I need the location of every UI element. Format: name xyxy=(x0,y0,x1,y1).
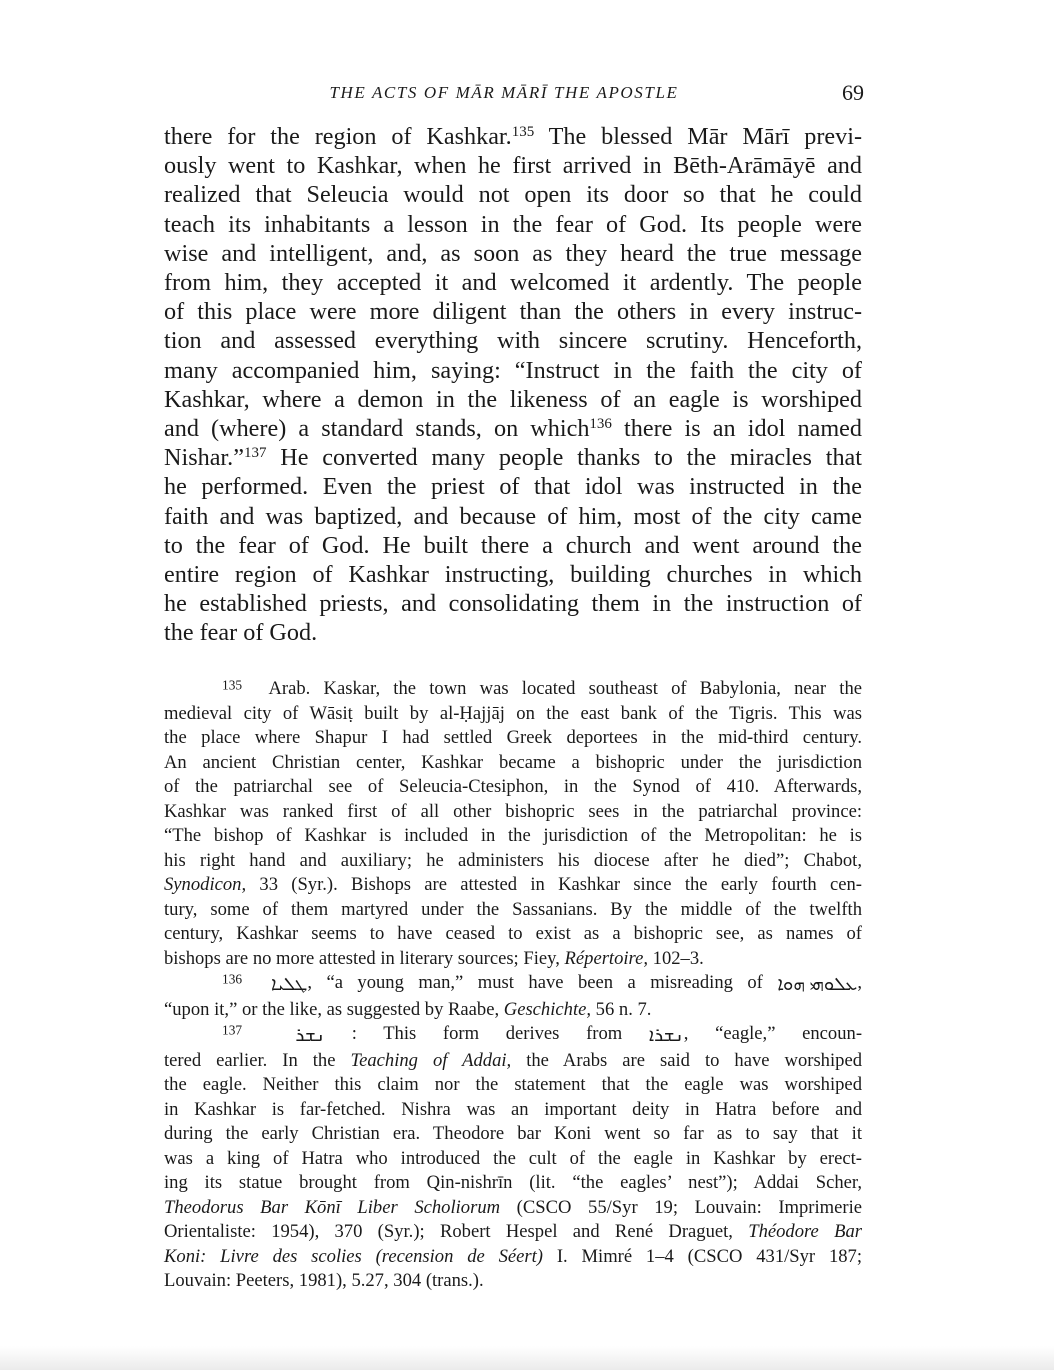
footnote-line: Kashkar was ranked first of all other bishopric sees in the patriarchal province: xyxy=(164,800,862,822)
footnote-135: $^{135}$ Arab. Kaskar, the town was located southeast of Babylonia, near the xyxy=(222,677,863,699)
footnote-number: 135 xyxy=(222,677,243,693)
body-line: realized that Seleucia would not open its door so that he could xyxy=(164,181,862,209)
footnote-line: during the early Christian era. Theodore bar Koni went so far as to say that it xyxy=(164,1123,862,1144)
body-line: entire region of Kashkar instructing, building churches in which xyxy=(164,561,862,589)
body-line: Kashkar, where a demon in the likeness of an eagle is worshiped xyxy=(164,385,862,413)
footnote-line: “upon it,” or the like, as suggested by Raabe, Geschichte, 56 n. 7. xyxy=(164,998,652,1020)
footnote-line: in Kashkar is far-fetched. Nishra was an important deity in Hatra before and xyxy=(164,1098,862,1120)
running-head xyxy=(164,80,864,110)
body-line: and (where) a standard stands, on which$^{136}$ there is an idol named xyxy=(164,415,862,443)
footnote-line: medieval city of Wāsiṭ built by al-Ḥajjāj on the east bank of the Tigris. This was xyxy=(164,702,862,724)
footnote-ref-135[interactable]: 135 xyxy=(511,123,535,140)
body-line: many accompanied him, saying: “Instruct in the faith the city of xyxy=(164,356,862,384)
footnote-line: the place where Shapur I had settled Greek deportees in the mid-third century. xyxy=(164,727,862,748)
citation-title: Koni: Livre des scolies (recension de Séert) xyxy=(164,1245,543,1267)
footnote-number: 137 xyxy=(222,1022,243,1038)
body-line: wise and intelligent, and, as soon as they heard the true message xyxy=(164,239,862,267)
page-number: 69 xyxy=(842,80,864,105)
body-line: faith and was baptized, and because of him, most of the city came xyxy=(164,502,862,530)
footnote-line: “The bishop of Kashkar is included in the jurisdiction of the Metropolitan: he is xyxy=(164,825,862,846)
syriac-phrase: ܥܠܘܗܝ ܗܘܐ xyxy=(777,974,858,995)
body-line: the fear of God. xyxy=(164,619,318,647)
footnote-line: bishops are no more attested in literary sources; Fiey, Répertoire, 102–3. xyxy=(164,947,704,969)
footnote-line: Orientaliste: 1954), 370 (Syr.); Robert Hespel and René Draguet, Théodore Bar xyxy=(164,1221,862,1242)
footnote-line: his right hand and auxiliary; he administers his diocese after he died”; Chabot, xyxy=(164,849,862,871)
citation-title: Synodicon, xyxy=(164,874,247,895)
citation-title: Teaching of Addai, xyxy=(350,1049,512,1071)
running-title: THE ACTS OF MĀR MĀRĪ THE APOSTLE xyxy=(329,83,679,102)
body-line: he performed. Even the priest of that idol was instructed in the xyxy=(164,473,862,501)
body-line: of this place were more diligent than the others in every instruc- xyxy=(164,298,862,326)
footnote-137: $^{137}$ ܢܫܪ : This form derives from ܢܫܪܐ, “eagle,” encoun- xyxy=(164,1022,862,1049)
footnote-line: the eagle. Neither this claim nor the statement that the eagle was worshiped xyxy=(164,1074,862,1095)
footnote-number: 136 xyxy=(222,971,243,987)
footnote-line: Synodicon, 33 (Syr.). Bishops are attested in Kashkar since the early fourth cen- xyxy=(164,874,862,895)
syriac-word: ܢܫܪܐ xyxy=(648,1025,684,1046)
body-line: from him, they accepted it and welcomed it ardently. The people xyxy=(164,269,862,297)
footnote-line: An ancient Christian center, Kashkar became a bishopric under the jurisdiction xyxy=(164,751,862,773)
footnote-line: ing its statue brought from Qin-nishrīn (lit. “the eagles’ nest”); Addai Scher, xyxy=(164,1172,862,1193)
footnote-136: $^{136}$ ܛܠܝܐ, “a young man,” must have been a misreading of ܥܠܘܗܝ ܗܘܐ, xyxy=(164,971,862,998)
footnotes xyxy=(164,677,862,1294)
citation-title: Theodorus Bar Kōnī Liber Scholiorum xyxy=(164,1196,501,1218)
footnote-ref-137[interactable]: 137 xyxy=(243,444,267,461)
body-line: tion and assessed everything with sincere scrutiny. Henceforth, xyxy=(164,327,862,355)
syriac-word: ܛܠܝܐ xyxy=(271,974,308,995)
footnote-line: Koni: Livre des scolies (recension de Séert) I. Mimré 1–4 (CSCO 431/Syr 187; xyxy=(164,1245,862,1267)
body-line: there for the region of Kashkar.$^{135}$ The blessed Mār Mārī previ- xyxy=(164,123,862,150)
syriac-word: ܢܫܪ xyxy=(295,1025,326,1046)
body-line: teach its inhabitants a lesson in the fear of God. Its people were xyxy=(164,210,862,238)
footnote-line: century, Kashkar seems to have ceased to exist as a bishopric see, as names of xyxy=(164,923,862,944)
footnote-line: was a king of Hatra who introduced the cult of the eagle in Kashkar by erect- xyxy=(164,1147,862,1169)
citation-title: Geschichte, xyxy=(503,998,592,1020)
citation-title: Théodore Bar xyxy=(748,1221,862,1242)
body-line: ously went to Kashkar, when he first arrived in Bēth-Arāmāyē and xyxy=(164,152,862,180)
page-bottom-shadow xyxy=(0,1346,1054,1370)
main-text xyxy=(164,122,862,648)
footnote-line: of the patriarchal see of Seleucia-Ctesiphon, in the Synod of 410. Afterwards, xyxy=(164,776,862,797)
body-line: to the fear of God. He built there a church and went around the xyxy=(164,531,862,559)
footnote-line: tury, some of them martyred under the Sassanians. By the middle of the twelfth xyxy=(164,898,862,920)
footnote-line: Louvain: Peeters, 1981), 5.27, 304 (trans.). xyxy=(164,1270,484,1291)
footnote-line: Theodorus Bar Kōnī Liber Scholiorum (CSCO 55/Syr 19; Louvain: Imprimerie xyxy=(164,1196,862,1218)
footnote-ref-136[interactable]: 136 xyxy=(589,415,612,432)
body-line: Nishar.”$^{137}$ He converted many people thanks to the miracles that xyxy=(164,444,862,472)
footnote-line: tered earlier. In the Teaching of Addai, the Arabs are said to have worshiped xyxy=(164,1049,862,1071)
citation-title: Répertoire, xyxy=(564,947,649,969)
body-line: he established priests, and consolidating them in the instruction of xyxy=(164,590,862,618)
